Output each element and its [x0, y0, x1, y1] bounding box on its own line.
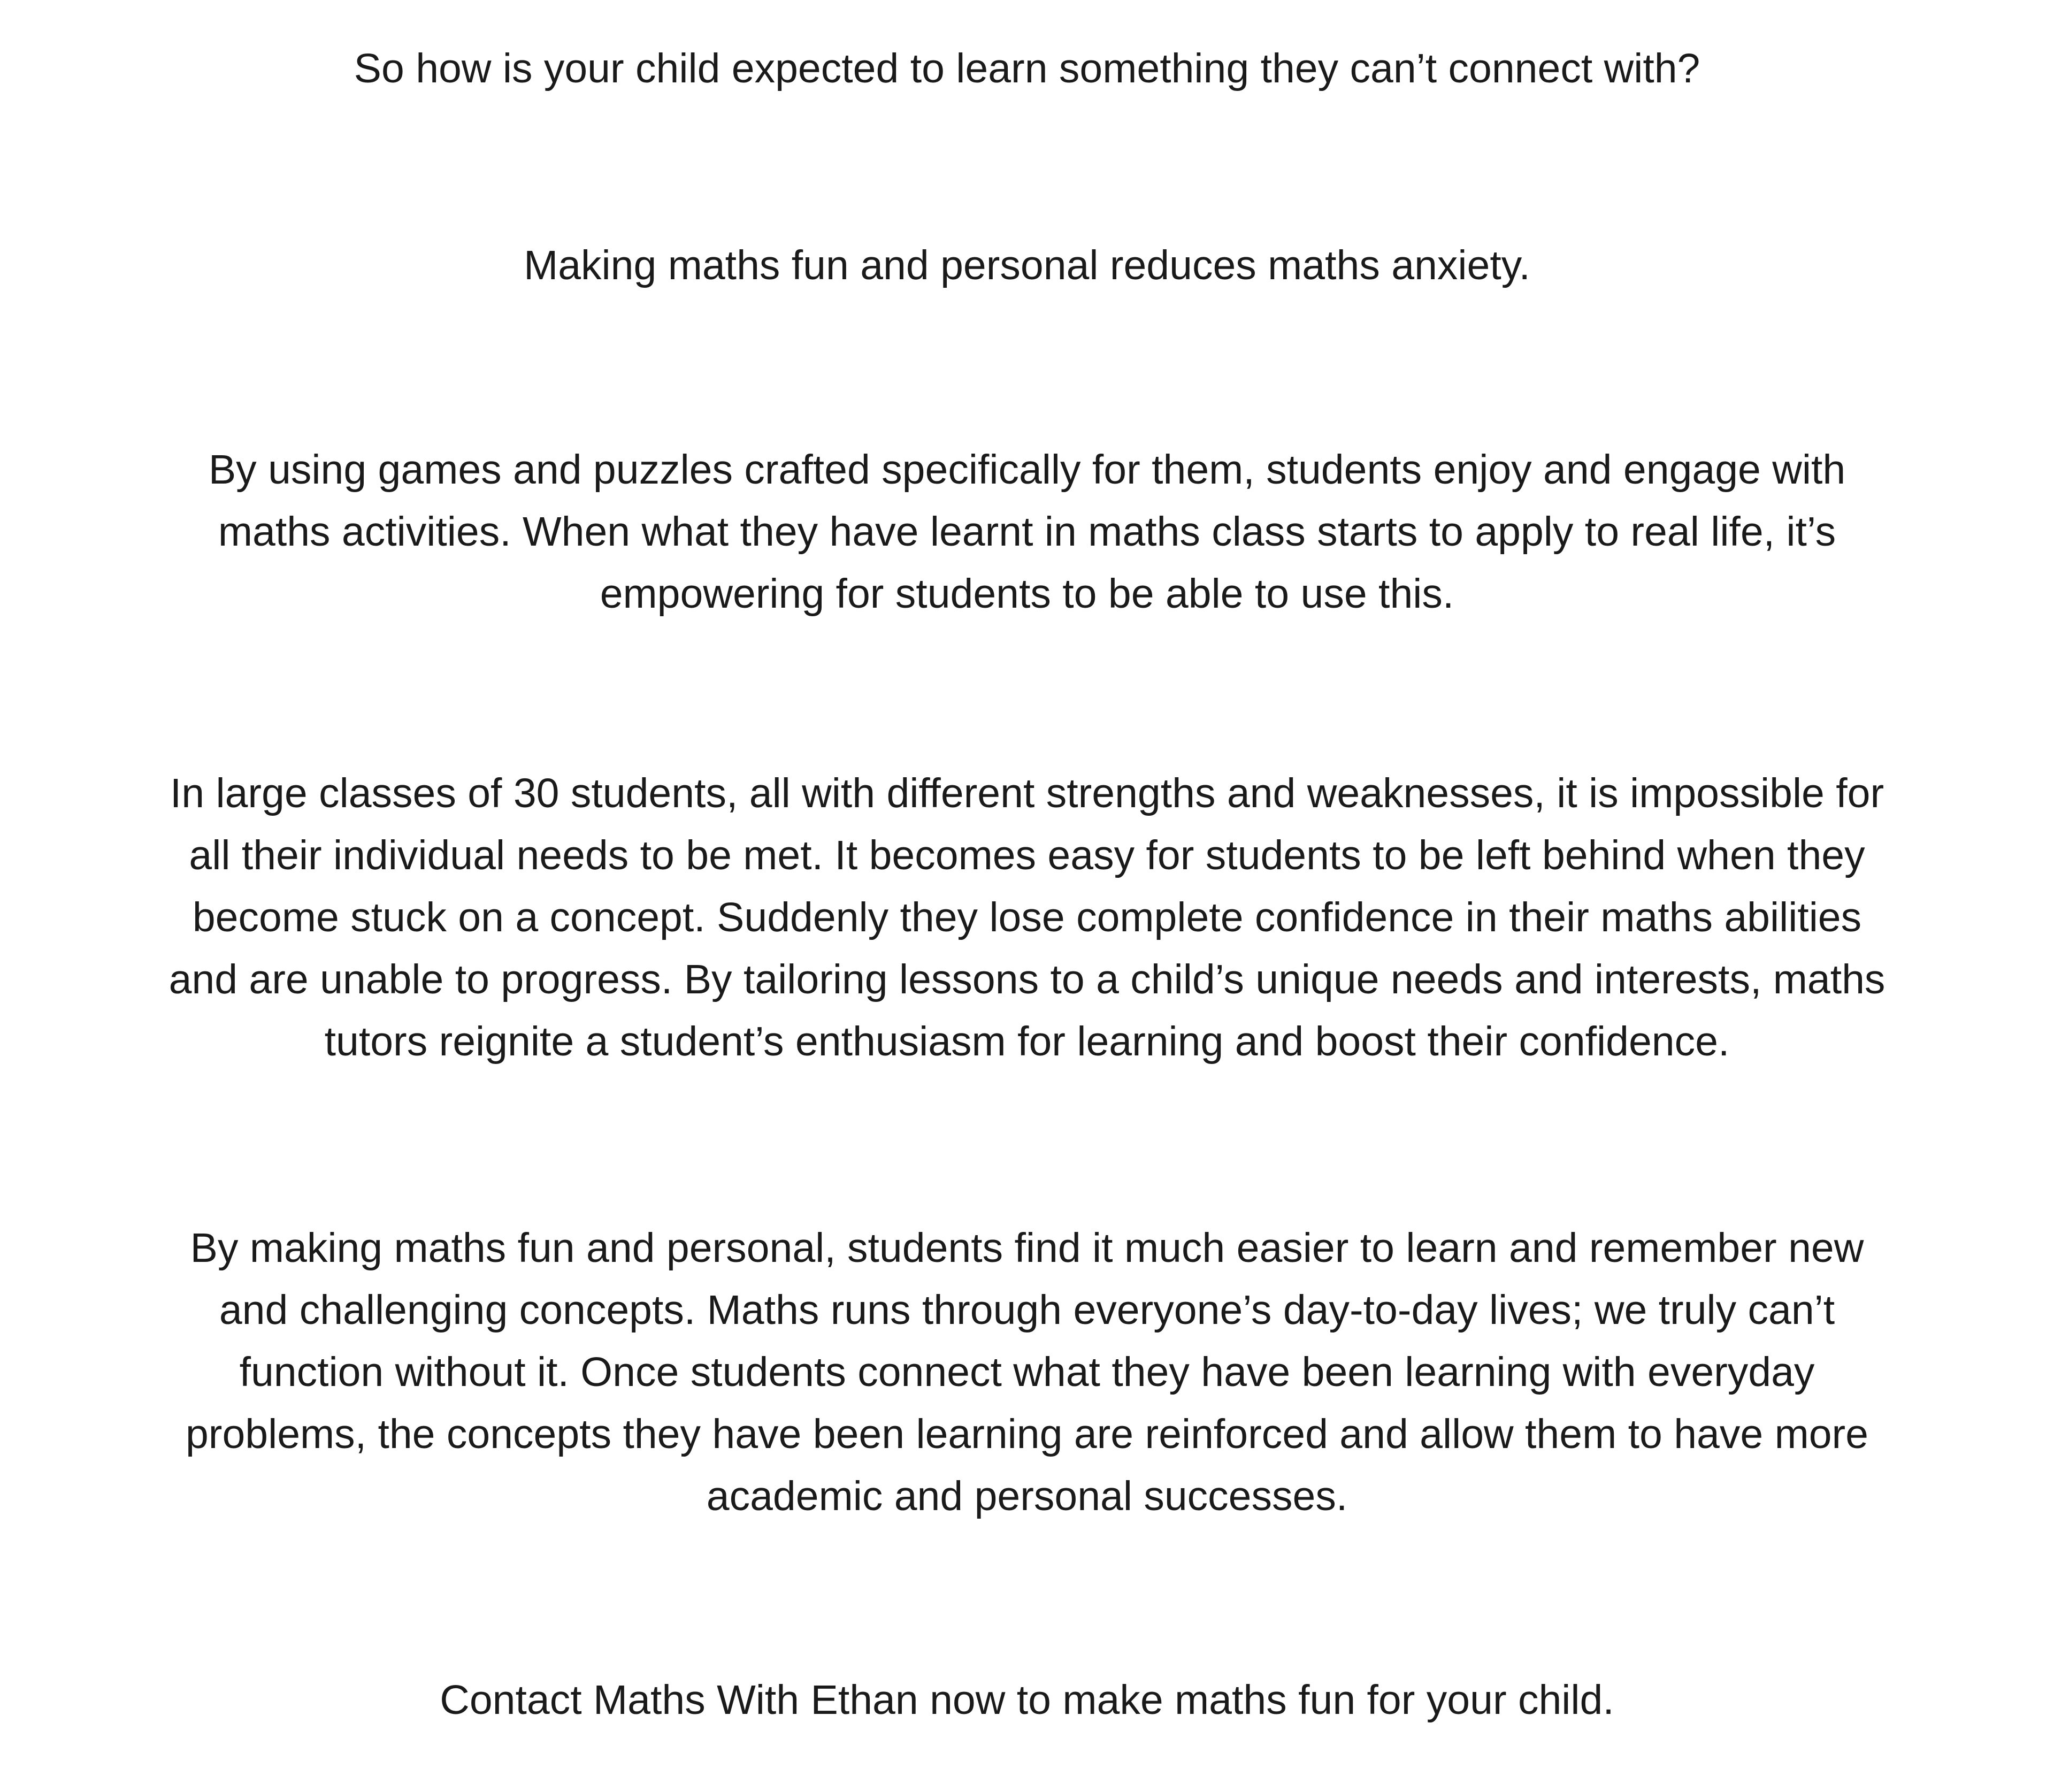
key-statement: Making maths fun and personal reduces maths anxiety.	[524, 242, 1530, 288]
intro-question: So how is your child expected to learn something they can’t connect with?	[354, 45, 1700, 91]
contact-call-to-action: Contact Maths With Ethan now to make maths fun for your child.	[440, 1677, 1614, 1723]
large-classes-paragraph: In large classes of 30 students, all with different strengths and weaknesses, it is impossible for all their individual needs to be met. It becomes easy for students to be left behind when they become stuck on a concept. Suddenly they lose complete confidence in their maths abilities and are unable to progress. By tailoring lessons to a child’s unique needs and interests, maths tutors reignite a student’s enthusiasm for learning and boost their confidence.	[168, 770, 1886, 1065]
fun-and-personal-paragraph: By making maths fun and personal, students find it much easier to learn and remember new and challenging concepts. Maths runs through everyone’s day-to-day lives; we truly can’t function without it. Once students connect what they have been learning with everyday problems, the concepts they have been learning are reinforced and allow them to have more academic and personal successes.	[185, 1225, 1869, 1519]
games-paragraph: By using games and puzzles crafted specifically for them, students enjoy and engage with maths activities. When what they have learnt in maths class starts to apply to real life, it’s empowering for students to be able to use this.	[208, 447, 1846, 617]
